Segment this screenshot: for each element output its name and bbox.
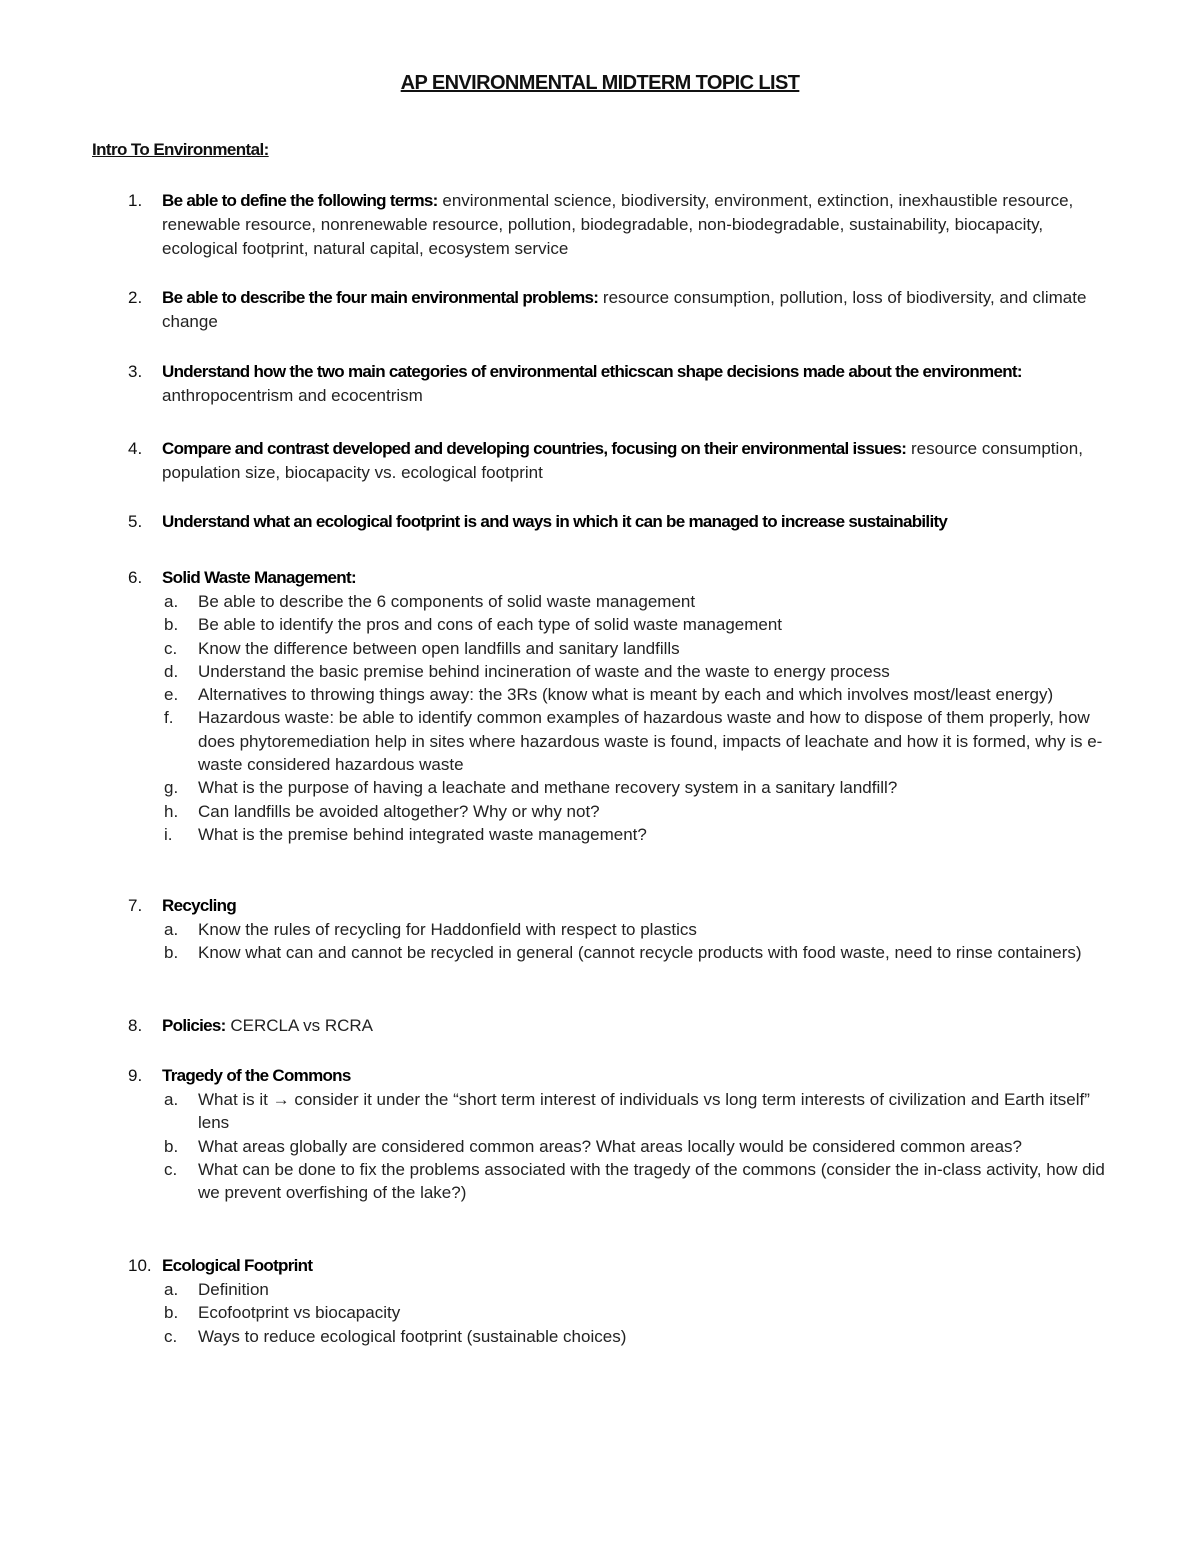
topic-item-6	[128, 566, 1118, 846]
item-body	[162, 566, 1118, 590]
item-text: resource consumption, pollution, loss of biodiversity, and climate change	[162, 288, 1087, 331]
item-lead: Be able to define the following terms:	[162, 191, 438, 210]
sub-item	[128, 637, 1118, 660]
item-lead: Tragedy of the Commons	[162, 1066, 351, 1085]
sub-text: What areas globally are considered common areas? What areas locally would be considered common areas?	[198, 1136, 1022, 1156]
topic-item-9	[128, 1064, 1118, 1204]
topic-item-4	[128, 437, 1118, 485]
sub-item	[128, 683, 1118, 706]
sub-list	[128, 590, 1118, 846]
sub-text: What is it → consider it under the “short term interest of individuals vs long term interests of civilization and Earth itself” lens	[198, 1090, 1090, 1133]
item-number: 3.	[128, 362, 143, 381]
topic-item-7	[128, 894, 1118, 965]
sub-item	[128, 1088, 1118, 1135]
sub-item	[128, 1325, 1118, 1348]
item-number: 2.	[128, 288, 143, 307]
sub-text: Ecofootprint vs biocapacity	[198, 1303, 401, 1323]
sub-item	[128, 590, 1118, 613]
sub-item	[128, 800, 1118, 823]
sub-letter: a.	[164, 920, 179, 939]
item-lead: Policies:	[162, 1016, 226, 1035]
sub-letter: c.	[164, 1159, 178, 1179]
item-text: environmental science, biodiversity, environment, extinction, inexhaustible resource, renewable resource, nonrenewable resource, pollution, biodegradable, non-biodegradable, sustainability, biocapacity, ecological footprint, natural capital, ecosystem service	[162, 191, 1074, 258]
item-body	[162, 437, 1118, 485]
sub-item	[128, 823, 1118, 846]
sub-text: Hazardous waste: be able to identify common examples of hazardous waste and how to dispose of them properly, how does phytoremediation help in sites where hazardous waste is found, impacts of leachate and how it is formed, why is e-waste considered hazardous waste	[198, 708, 1103, 775]
item-lead: Understand what an ecological footprint is and ways in which it can be managed to increase sustainability	[162, 512, 948, 531]
topic-item-5	[128, 510, 1118, 534]
sub-list	[128, 1278, 1118, 1348]
topic-item-3	[128, 360, 1118, 408]
item-body	[162, 1064, 1118, 1088]
sub-text: Know what can and cannot be recycled in general (cannot recycle products with food waste, need to rinse containers)	[198, 943, 1082, 963]
item-body	[162, 189, 1118, 261]
item-lead: Be able to describe the four main environmental problems:	[162, 288, 599, 307]
item-number: 8.	[128, 1016, 143, 1035]
sub-letter: h.	[164, 801, 179, 821]
item-number: 4.	[128, 439, 143, 458]
sub-text: Ways to reduce ecological footprint (sustainable choices)	[198, 1326, 627, 1346]
sub-item	[128, 660, 1118, 683]
sub-text: Alternatives to throwing things away: the 3Rs (know what is meant by each and which involves most/least energy)	[198, 685, 1054, 705]
item-lead: Recycling	[162, 896, 237, 915]
sub-item	[128, 613, 1118, 636]
topic-item-1	[128, 189, 1118, 261]
sub-item	[128, 1158, 1118, 1205]
topic-item-10	[128, 1254, 1118, 1348]
document-title: AP ENVIRONMENTAL MIDTERM TOPIC LIST	[400, 72, 800, 94]
item-text: anthropocentrism and ecocentrism	[162, 386, 423, 405]
sub-letter: c.	[164, 638, 178, 658]
sub-letter: b.	[164, 1303, 179, 1323]
item-body	[162, 894, 1118, 918]
sub-list	[128, 918, 1118, 965]
sub-letter: b.	[164, 1136, 179, 1156]
item-text: CERCLA vs RCRA	[225, 1016, 373, 1035]
sub-text: What is the premise behind integrated waste management?	[198, 824, 647, 844]
item-number: 1.	[128, 191, 143, 210]
sub-letter: b.	[164, 943, 179, 963]
sub-letter: c.	[164, 1326, 178, 1346]
item-lead: Solid Waste Management:	[162, 568, 356, 587]
sub-letter: a.	[164, 592, 179, 611]
sub-item	[128, 941, 1118, 964]
item-body	[162, 1014, 1118, 1038]
topic-item-2	[128, 286, 1118, 334]
item-body	[162, 286, 1118, 334]
item-number: 10.	[128, 1256, 152, 1275]
sub-text: Know the rules of recycling for Haddonfield with respect to plastics	[198, 920, 697, 939]
sub-item	[128, 776, 1118, 799]
sub-letter: d.	[164, 661, 179, 681]
sub-text: Understand the basic premise behind incineration of waste and the waste to energy process	[198, 661, 890, 681]
topic-item-8	[128, 1014, 1118, 1038]
sub-text: Know the difference between open landfills and sanitary landfills	[198, 638, 680, 658]
sub-item	[128, 1135, 1118, 1158]
item-number: 9.	[128, 1066, 143, 1085]
item-body	[162, 1254, 1118, 1278]
sub-text: Can landfills be avoided altogether? Why or why not?	[198, 801, 600, 821]
sub-item	[128, 706, 1118, 776]
sub-text: What can be done to fix the problems associated with the tragedy of the commons (consider the in-class activity, how did we prevent overfishing of the lake?)	[198, 1159, 1105, 1203]
item-lead: Understand how the two main categories of environmental ethicscan shape decisions made about the environment:	[162, 362, 1022, 381]
item-lead: Compare and contrast developed and developing countries, focusing on their environmental issues:	[162, 439, 907, 458]
sub-item	[128, 1278, 1118, 1301]
sub-letter: g.	[164, 778, 179, 798]
sub-letter: i.	[164, 824, 173, 844]
item-body	[162, 360, 1118, 408]
sub-text: Definition	[198, 1280, 269, 1299]
section-heading: Intro To Environmental:	[92, 140, 269, 159]
sub-letter: a.	[164, 1280, 179, 1299]
sub-text: What is the purpose of having a leachate and methane recovery system in a sanitary landfill?	[198, 778, 898, 798]
sub-item	[128, 1301, 1118, 1324]
item-number: 6.	[128, 568, 143, 587]
item-body	[162, 510, 1118, 534]
sub-text: Be able to identify the pros and cons of each type of solid waste management	[198, 615, 783, 635]
sub-letter: b.	[164, 615, 179, 635]
sub-list	[128, 1088, 1118, 1204]
item-number: 5.	[128, 512, 143, 531]
sub-text: Be able to describe the 6 components of solid waste management	[198, 592, 696, 611]
item-lead: Ecological Footprint	[162, 1256, 313, 1275]
sub-letter: f.	[164, 708, 174, 728]
sub-item	[128, 918, 1118, 941]
sub-letter: e.	[164, 685, 179, 705]
sub-letter: a.	[164, 1090, 179, 1109]
item-number: 7.	[128, 896, 143, 915]
item-text: resource consumption, population size, biocapacity vs. ecological footprint	[162, 439, 1083, 482]
